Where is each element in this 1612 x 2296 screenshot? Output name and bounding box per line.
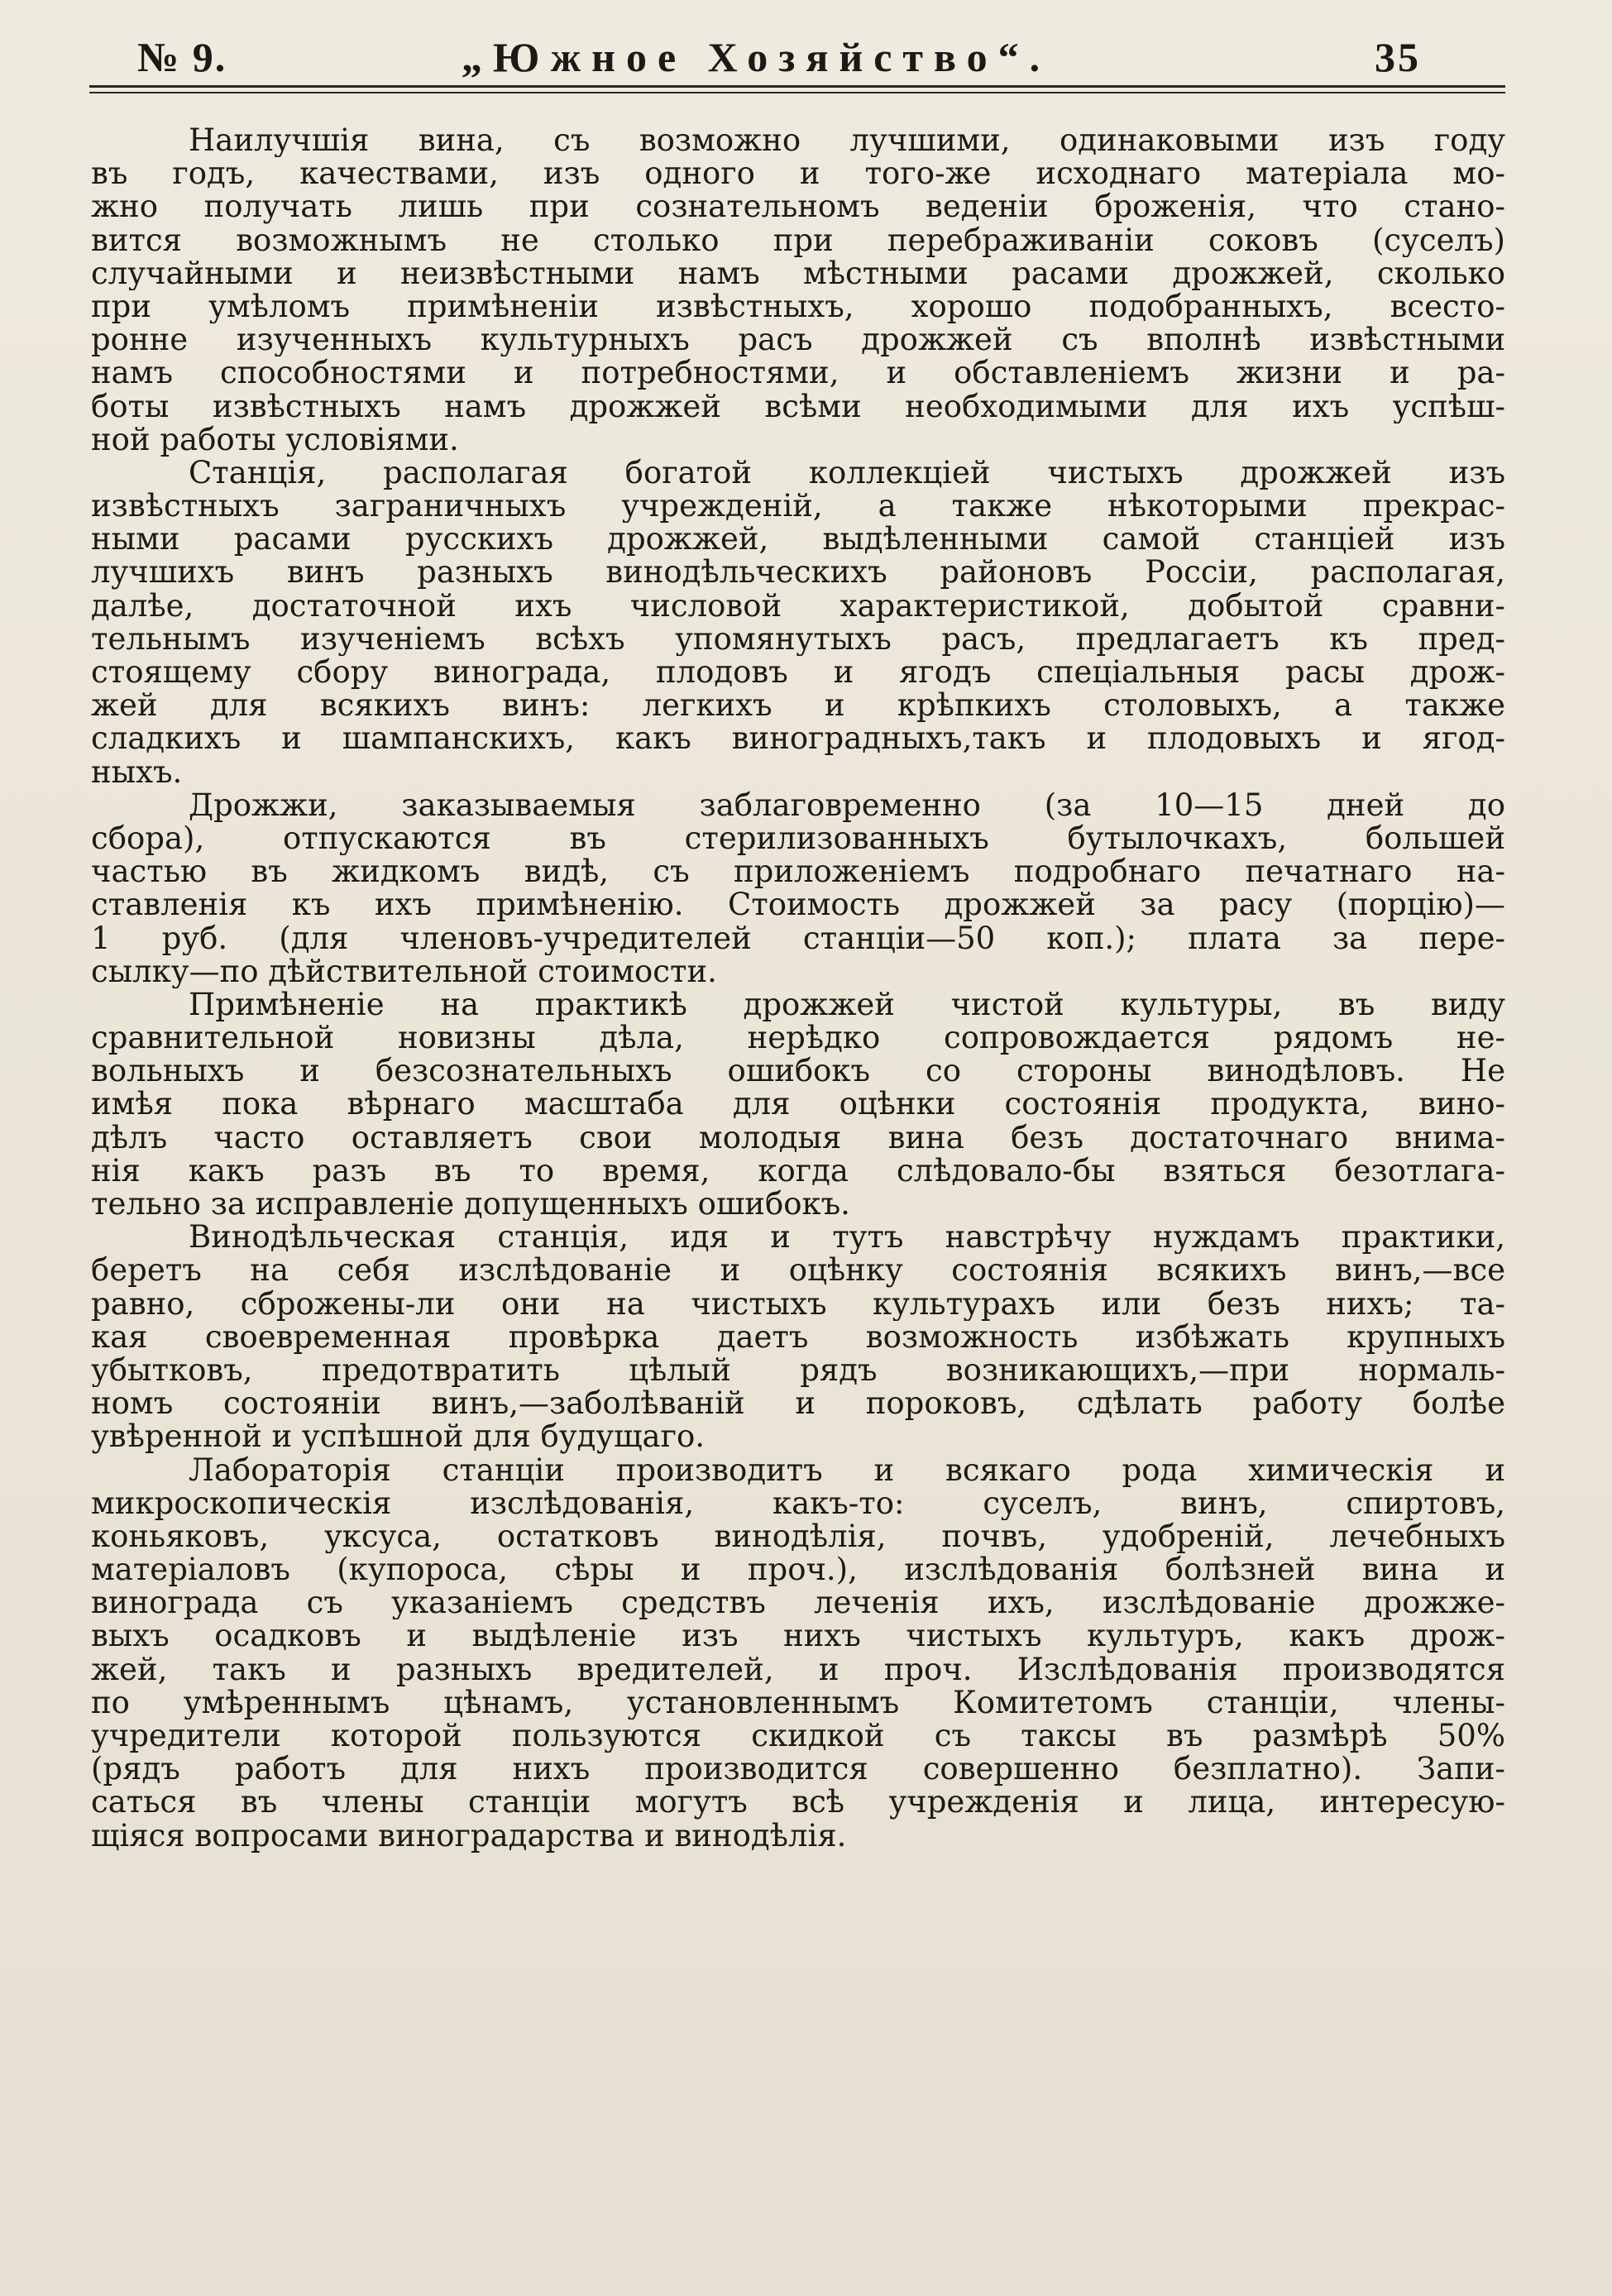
text-line: выхъ осадковъ и выдѣленіе изъ нихъ чистыхъ культуръ, какъ дрож-: [91, 1619, 1505, 1653]
text-line: сылку—по дѣйствительной стоимости.: [91, 954, 717, 988]
text-line: Лабораторія станціи производитъ и всякаго рода химическія и: [189, 1453, 1505, 1487]
header-rule-top: [89, 85, 1505, 88]
text-line: тельнымъ изученіемъ всѣхъ упомянутыхъ расъ, предлагаетъ къ пред-: [91, 622, 1505, 656]
text-line: винограда съ указаніемъ средствъ леченія ихъ, изслѣдованіе дрожже-: [91, 1586, 1505, 1620]
text-line: убытковъ, предотвратить цѣлый рядъ возникающихъ,—при нормаль-: [91, 1353, 1505, 1388]
text-line: Винодѣльческая станція, идя и тутъ навстрѣчу нуждамъ практики,: [189, 1221, 1505, 1255]
page-number: 35: [1375, 34, 1421, 80]
text-line: коньяковъ, уксуса, остатковъ винодѣлія, почвъ, удобреній, лечебныхъ: [91, 1519, 1505, 1554]
text-line: при умѣломъ примѣненіи извѣстныхъ, хорошо подобранныхъ, всесто-: [91, 289, 1505, 324]
text-line: сладкихъ и шампанскихъ, какъ виноградныхъ,такъ и плодовыхъ и ягод-: [91, 722, 1505, 756]
text-line: матеріаловъ (купороса, сѣры и проч.), изслѣдованія болѣзней вина и: [91, 1553, 1505, 1587]
text-line: саться въ члены станціи могутъ всѣ учрежденія и лица, интересую-: [91, 1786, 1505, 1820]
text-line: вольныхъ и безсознательныхъ ошибокъ со стороны винодѣловъ. Не: [91, 1055, 1505, 1088]
text-line: жей для всякихъ винъ: легкихъ и крѣпкихъ столовыхъ, а также: [91, 689, 1505, 723]
text-line: частью въ жидкомъ видѣ, съ приложеніемъ подробнаго печатнаго на-: [91, 855, 1505, 889]
text-line: номъ состояніи винъ,—заболѣваній и пороковъ, сдѣлать работу болѣе: [91, 1387, 1505, 1421]
text-line: сбора), отпускаются въ стерилизованныхъ бутылочкахъ, большей: [91, 821, 1505, 856]
text-line: Примѣненіе на практикѣ дрожжей чистой культуры, въ виду: [189, 988, 1505, 1022]
text-line: учредители которой пользуются скидкой съ таксы въ размѣрѣ 50%: [91, 1720, 1505, 1753]
paragraph: [91, 988, 1505, 1221]
text-line: кая своевременная провѣрка даетъ возможность избѣжать крупныхъ: [91, 1320, 1505, 1354]
text-line: по умѣреннымъ цѣнамъ, установленнымъ Комитетомъ станціи, члены-: [91, 1686, 1505, 1720]
text-line: стоящему сбору винограда, плодовъ и ягодъ спеціальныя расы дрож-: [91, 656, 1505, 690]
running-header: [89, 31, 1421, 83]
text-line: ныхъ.: [91, 755, 183, 789]
text-line: далѣе, достаточной ихъ числовой характеристикой, добытой сравни-: [91, 589, 1505, 623]
text-line: имѣя пока вѣрнаго масштаба для оцѣнки состоянія продукта, вино-: [91, 1088, 1505, 1122]
text-line: ронне изученныхъ культурныхъ расъ дрожжей съ вполнѣ извѣстными: [91, 323, 1505, 357]
text-line: ставленія къ ихъ примѣненію. Стоимость дрожжей за расу (порцію)—: [91, 888, 1505, 922]
text-line: сравнительной новизны дѣла, нерѣдко сопровождается рядомъ не-: [91, 1021, 1505, 1055]
text-line: Дрожжи, заказываемыя заблаговременно (за 10—15 дней до: [189, 788, 1505, 822]
header-rule-bottom: [89, 92, 1505, 93]
text-line: Наилучшія вина, съ возможно лучшими, одинаковыми изъ году: [189, 124, 1505, 158]
text-line: лучшихъ винъ разныхъ винодѣльческихъ районовъ Россіи, располагая,: [91, 556, 1505, 590]
text-line: равно, сброжены-ли они на чистыхъ культурахъ или безъ нихъ; та-: [91, 1287, 1505, 1321]
text-line: жей, такъ и разныхъ вредителей, и проч. Изслѣдованія производятся: [91, 1653, 1505, 1686]
paragraph: [91, 1221, 1505, 1453]
text-line: ной работы условіями.: [91, 423, 459, 457]
text-line: извѣстныхъ заграничныхъ учрежденій, а также нѣкоторыми прекрас-: [91, 490, 1505, 524]
text-line: 1 руб. (для членовъ-учредителей станціи—50 коп.); плата за пере-: [91, 921, 1505, 955]
text-line: (рядъ работъ для нихъ производится совершенно безплатно). Запи-: [91, 1753, 1505, 1787]
text-line: вится возможнымъ не столько при перебраживаніи соковъ (суселъ): [91, 223, 1505, 257]
text-line: увѣренной и успѣшной для будущаго.: [91, 1420, 706, 1454]
text-line: Станція, располагая богатой коллекціей чистыхъ дрожжей изъ: [189, 456, 1505, 490]
text-line: случайными и неизвѣстными намъ мѣстными расами дрожжей, сколько: [91, 256, 1505, 290]
issue-number: № 9.: [137, 34, 227, 80]
text-line: въ годъ, качествами, изъ одного и того-же исходнаго матеріала мо-: [91, 157, 1505, 191]
text-line: ными расами русскихъ дрожжей, выдѣленными самой станціей изъ: [91, 523, 1505, 557]
text-line: щіяся вопросами виноградарства и винодѣлія.: [91, 1819, 847, 1853]
text-line: нія какъ разъ въ то время, когда слѣдовало-бы взяться безотлага-: [91, 1154, 1505, 1188]
text-line: дѣлъ часто оставляетъ свои молодыя вина безъ достаточнаго внима-: [91, 1121, 1505, 1155]
article-body: [91, 124, 1505, 1853]
journal-title: „Южное Хозяйство“.: [462, 34, 1051, 80]
paragraph: [91, 789, 1505, 988]
text-line: боты извѣстныхъ намъ дрожжей всѣми необходимыми для ихъ успѣш-: [91, 390, 1505, 423]
text-line: намъ способностями и потребностями, и обставленіемъ жизни и ра-: [91, 356, 1505, 390]
paragraph: [91, 124, 1505, 457]
text-line: беретъ на себя изслѣдованіе и оцѣнку состоянія всякихъ винъ,—все: [91, 1254, 1505, 1288]
paragraph: [91, 457, 1505, 789]
paragraph: [91, 1454, 1505, 1853]
text-line: тельно за исправленіе допущенныхъ ошибокъ.: [91, 1188, 850, 1222]
text-line: микроскопическія изслѣдованія, какъ-то: суселъ, винъ, спиртовъ,: [91, 1486, 1505, 1520]
text-line: жно получать лишь при сознательномъ веденіи броженія, что стано-: [91, 190, 1505, 224]
